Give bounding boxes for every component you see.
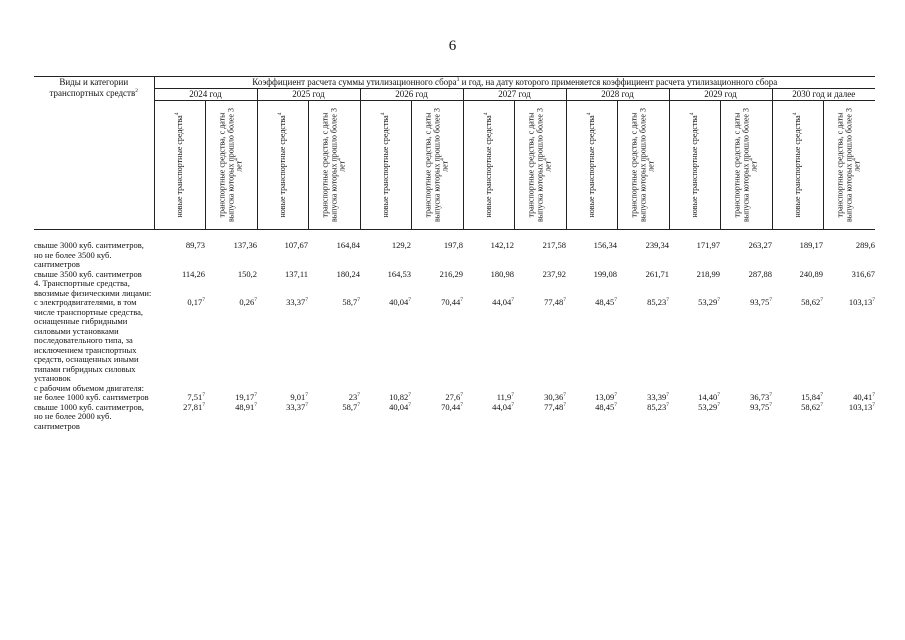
coefficient-footnote: 7: [666, 392, 669, 399]
coefficient-cell: [308, 230, 360, 270]
coefficient-value: 33,37: [286, 401, 306, 412]
coefficient-cell: [669, 270, 720, 280]
subheader-text: [630, 106, 656, 224]
coefficient-value: 217,58: [542, 240, 566, 250]
subheader-text: [690, 106, 699, 224]
subheader-new-vehicles: [566, 101, 617, 230]
coefficient-footnote: 7: [460, 392, 463, 399]
coefficient-value: 156,34: [593, 240, 617, 250]
coefficient-value: 13,09: [595, 392, 615, 402]
coefficient-cell: [308, 298, 360, 384]
coefficient-value: 53,29: [698, 401, 718, 412]
coefficient-cell: [669, 403, 720, 432]
coefficient-cell: [772, 403, 823, 432]
stub-header-footnote: 2: [135, 88, 138, 94]
coefficient-cell: [823, 298, 875, 384]
coefficient-value: 263,27: [748, 240, 772, 250]
subheader-new-vehicles: [154, 101, 205, 230]
coefficient-value: 40,04: [389, 401, 409, 412]
subheader-new-vehicles: [669, 101, 720, 230]
coefficient-table: [34, 76, 875, 431]
subheader-new-vehicles: [463, 101, 514, 230]
table-row: [34, 298, 875, 384]
year-header: 2030 год и далее: [772, 89, 875, 101]
subheader-old-vehicles: [205, 101, 257, 230]
coefficient-value: 10,82: [389, 392, 409, 402]
coefficient-value: 142,12: [490, 240, 514, 250]
row-label: с электродвигателями, в том числе транспортные средства, оснащенные гибридными силовыми установками последовательного типа, за исключением транспортных средств, оснащенных иными типами гибридных силовых установок: [34, 297, 144, 383]
coefficient-value: 70,44: [441, 401, 461, 412]
coefficient-value: 199,08: [593, 268, 617, 279]
coefficient-cell: [257, 298, 308, 384]
coefficient-cell: [360, 403, 411, 432]
coefficient-cell: [463, 270, 514, 280]
subheader-text: [278, 106, 287, 224]
subheader-row: [34, 101, 875, 230]
coefficient-value: 30,36: [544, 392, 564, 402]
coefficient-cell: [463, 403, 514, 432]
coefficient-value: 7,51: [187, 392, 203, 402]
coefficient-value: 237,92: [542, 268, 566, 279]
coefficient-cell: [514, 270, 566, 280]
subheader-footnote: 4: [791, 112, 798, 116]
coefficient-cell: [360, 230, 411, 270]
coefficient-value: 129,2: [391, 240, 411, 250]
coefficient-cell: [823, 270, 875, 280]
coefficient-footnote: 7: [717, 401, 720, 408]
coefficient-cell: [257, 230, 308, 270]
subheader-new-vehicles: [772, 101, 823, 230]
coefficient-cell: [308, 403, 360, 432]
coefficient-value: 58,62: [801, 401, 821, 412]
subheader-label: транспортные средства, с даты выпуска которых прошло более 3 лет: [526, 108, 553, 222]
coefficient-footnote: 7: [614, 297, 617, 304]
coefficient-footnote: 7: [408, 401, 411, 408]
coefficient-value: 77,48: [544, 297, 564, 307]
coefficient-footnote: 7: [872, 392, 876, 399]
coefficient-value: 0,17: [187, 297, 203, 307]
coefficient-cell: [463, 298, 514, 384]
coefficient-cell: [154, 403, 205, 432]
coefficient-footnote: 7: [820, 401, 823, 408]
subheader-footnote: 4: [482, 112, 489, 116]
subheader-old-vehicles: [411, 101, 463, 230]
coefficient-footnote: 7: [666, 401, 669, 408]
coefficient-value: 85,23: [647, 297, 667, 307]
subheader-label: транспортные средства, с даты выпуска которых прошло более 3 лет: [629, 108, 656, 222]
coefficient-value: 36,73: [750, 392, 770, 402]
coefficient-value: 137,36: [233, 240, 257, 250]
coefficient-footnote: 7: [717, 297, 720, 304]
coefficient-value: 0,26: [239, 297, 255, 307]
subheader-text: [527, 106, 553, 224]
coefficient-cell: [205, 270, 257, 280]
coefficient-footnote: 7: [202, 401, 205, 408]
subheader-footnote: 4: [276, 112, 283, 116]
subheader-label: транспортные средства, с даты выпуска которых прошло более 3 лет: [217, 108, 244, 222]
coefficient-footnote: 7: [305, 392, 308, 399]
coefficient-footnote: 7: [202, 297, 205, 304]
subheader-text: [484, 106, 493, 224]
coefficient-cell: [566, 230, 617, 270]
coefficient-cell: [617, 298, 669, 384]
coefficient-value: 53,29: [698, 297, 718, 307]
year-header: 2024 год: [154, 89, 257, 101]
coefficient-value: 48,45: [595, 297, 615, 307]
coefficient-footnote: 7: [769, 297, 772, 304]
coefficient-value: 93,75: [750, 401, 770, 412]
subheader-text: [175, 106, 184, 224]
coefficient-footnote: 7: [254, 401, 257, 408]
coefficient-value: 27,6: [445, 392, 461, 402]
coefficient-footnote: 7: [511, 401, 514, 408]
coefficient-value: 171,97: [696, 240, 720, 250]
coefficient-cell: [411, 298, 463, 384]
year-header: 2025 год: [257, 89, 360, 101]
year-header: 2028 год: [566, 89, 669, 101]
subheader-label: транспортные средства, с даты выпуска которых прошло более 3 лет: [835, 108, 862, 222]
coefficient-value: 85,23: [647, 401, 667, 412]
coefficient-cell: [360, 298, 411, 384]
coefficient-cell: [617, 270, 669, 280]
subheader-label: транспортные средства, с даты выпуска которых прошло более 3 лет: [732, 108, 759, 222]
coefficient-value: 58,7: [342, 297, 358, 307]
coefficient-value: 261,71: [645, 268, 669, 279]
row-label: свыше 3000 куб. сантиметров, но не более 3500 куб. сантиметров: [34, 240, 144, 269]
subheader-footnote: 4: [688, 112, 695, 116]
coefficient-footnote: 7: [872, 297, 876, 304]
coefficient-value: 107,67: [284, 240, 308, 250]
coefficient-footnote: 7: [511, 392, 514, 399]
coefficient-cell: [617, 403, 669, 432]
year-header: 2029 год: [669, 89, 772, 101]
table-row: [34, 230, 875, 270]
coefficient-footnote: 7: [305, 297, 308, 304]
subheader-footnote: 4: [233, 158, 240, 161]
coefficient-value: 164,84: [336, 240, 360, 250]
coefficient-footnote: 7: [872, 401, 876, 408]
coefficient-footnote: 7: [563, 401, 566, 408]
coefficient-cell: [772, 298, 823, 384]
coefficient-cell: [411, 403, 463, 432]
coefficient-footnote: 7: [820, 392, 823, 399]
coefficient-cell: [154, 270, 205, 280]
coefficient-footnote: 7: [254, 297, 257, 304]
coefficient-cell: [360, 270, 411, 280]
coefficient-footnote: 7: [769, 401, 772, 408]
coefficient-cell: [566, 403, 617, 432]
empty-cells: [154, 279, 875, 298]
coefficient-cell: [566, 298, 617, 384]
subheader-text: [587, 106, 596, 224]
table-row: [34, 270, 875, 280]
subheader-text: [733, 106, 759, 224]
coefficient-footnote: 7: [254, 392, 257, 399]
coefficient-value: 150,2: [237, 268, 257, 279]
coefficient-value: 164,53: [387, 268, 411, 279]
subheader-text: [837, 106, 863, 224]
coefficient-value: 287,88: [748, 268, 772, 279]
coefficient-cell: [308, 270, 360, 280]
subheader-footnote: 4: [439, 158, 446, 161]
coefficient-value: 58,62: [801, 297, 821, 307]
coefficient-value: 44,04: [492, 401, 512, 412]
table-title-footnote: 3: [456, 77, 460, 83]
table-title-text: Коэффициент расчета суммы утилизационного сбора: [252, 77, 457, 87]
coefficient-footnote: 7: [717, 392, 720, 399]
coefficient-footnote: 7: [563, 392, 566, 399]
subheader-old-vehicles: [823, 101, 875, 230]
table-title-rest: и год, на дату которого применяется коэффициент расчета утилизационного сбора: [459, 77, 778, 87]
coefficient-cell: [257, 270, 308, 280]
coefficient-value: 137,11: [284, 268, 308, 279]
subheader-label: новые транспортные средства: [277, 115, 287, 218]
subheader-label: новые транспортные средства: [586, 115, 596, 218]
subheader-label: новые транспортные средства: [174, 115, 184, 218]
coefficient-value: 27,81: [183, 401, 203, 412]
coefficient-footnote: 7: [357, 401, 360, 408]
coefficient-value: 89,73: [185, 240, 205, 250]
coefficient-cell: [617, 230, 669, 270]
subheader-label: новые транспортные средства: [792, 115, 802, 218]
coefficient-value: 77,48: [544, 401, 564, 412]
coefficient-cell: [205, 230, 257, 270]
coefficient-footnote: 7: [357, 297, 360, 304]
subheader-text: [424, 106, 450, 224]
subheader-text: [381, 106, 390, 224]
coefficient-cell: [463, 230, 514, 270]
table-body: [34, 230, 875, 432]
subheader-footnote: 4: [379, 112, 386, 116]
subheader-footnote: 4: [585, 112, 592, 116]
coefficient-value: 14,40: [698, 392, 718, 402]
coefficient-value: 114,26: [181, 268, 205, 279]
coefficient-cell: [514, 403, 566, 432]
coefficient-cell: [720, 298, 772, 384]
year-header: 2027 год: [463, 89, 566, 101]
coefficient-value: 48,45: [595, 401, 615, 412]
coefficient-cell: [720, 403, 772, 432]
coefficient-cell: [411, 230, 463, 270]
subheader-old-vehicles: [617, 101, 669, 230]
coefficient-cell: [154, 230, 205, 270]
row-label: с рабочим объемом двигателя:: [34, 382, 145, 393]
page-number: 6: [448, 38, 457, 54]
coefficient-footnote: 7: [563, 297, 566, 304]
coefficient-cell: [154, 298, 205, 384]
coefficient-cell: [823, 230, 875, 270]
coefficient-value: 70,44: [441, 297, 461, 307]
stub-header-text: Виды и категории транспортных средств: [49, 77, 136, 98]
table-row: [34, 279, 875, 298]
row-label: свыше 3500 куб. сантиметров: [34, 268, 142, 279]
coefficient-value: 93,75: [750, 297, 770, 307]
coefficient-cell: [669, 230, 720, 270]
coefficient-cell: [566, 270, 617, 280]
subheader-text: [321, 106, 347, 224]
subheader-text: [793, 106, 802, 224]
coefficient-footnote: 7: [357, 392, 360, 399]
coefficient-footnote: 7: [614, 392, 617, 399]
coefficient-value: 19,17: [235, 392, 255, 402]
coefficient-footnote: 7: [820, 297, 823, 304]
subheader-old-vehicles: [514, 101, 566, 230]
table-title: [154, 77, 875, 89]
subheader-footnote: 4: [748, 158, 755, 161]
subheader-footnote: 4: [542, 158, 549, 161]
coefficient-cell: [772, 270, 823, 280]
coefficient-value: 40,04: [389, 297, 409, 307]
coefficient-cell: [720, 270, 772, 280]
subheader-old-vehicles: [720, 101, 772, 230]
subheader-old-vehicles: [308, 101, 360, 230]
coefficient-footnote: 7: [460, 297, 463, 304]
coefficient-value: 9,01: [290, 392, 306, 402]
coefficient-cell: [514, 298, 566, 384]
coefficient-footnote: 7: [769, 392, 772, 399]
coefficient-footnote: 7: [511, 297, 514, 304]
coefficient-cell: [257, 403, 308, 432]
coefficient-value: 48,91: [235, 401, 255, 412]
stub-header: [34, 77, 154, 230]
coefficient-value: 103,13: [848, 401, 873, 412]
coefficient-cell: [205, 403, 257, 432]
subheader-footnote: 4: [645, 158, 652, 161]
coefficient-value: 316,67: [851, 268, 876, 279]
coefficient-value: 23: [348, 392, 358, 402]
coefficient-value: 44,04: [492, 297, 512, 307]
coefficient-value: 197,8: [443, 240, 463, 250]
coefficient-cell: [514, 230, 566, 270]
coefficient-footnote: 7: [202, 392, 205, 399]
coefficient-footnote: 7: [666, 297, 669, 304]
coefficient-value: 240,89: [799, 268, 823, 279]
subheader-label: новые транспортные средства: [689, 115, 699, 218]
table-row: [34, 403, 875, 432]
coefficient-value: 58,7: [342, 401, 358, 412]
row-label: свыше 1000 куб. сантиметров, но не более 2000 куб. сантиметров: [34, 401, 144, 431]
coefficient-cell: [772, 230, 823, 270]
subheader-text: [218, 106, 244, 224]
coefficient-footnote: 7: [305, 401, 308, 408]
subheader-label: новые транспортные средства: [380, 115, 390, 218]
coefficient-footnote: 7: [614, 401, 617, 408]
coefficient-cell: [720, 230, 772, 270]
year-header: 2026 год: [360, 89, 463, 101]
row-label: не более 1000 куб. сантиметров: [34, 392, 149, 402]
coefficient-value: 216,29: [439, 268, 463, 279]
coefficient-value: 180,98: [490, 268, 514, 279]
coefficient-value: 189,17: [799, 240, 823, 250]
subheader-new-vehicles: [257, 101, 308, 230]
subheader-label: транспортные средства, с даты выпуска которых прошло более 3 лет: [423, 108, 450, 222]
coefficient-value: 103,13: [848, 297, 873, 307]
row-label: 4. Транспортные средства, ввозимые физическими лицами:: [34, 278, 152, 298]
coefficient-cell: [669, 298, 720, 384]
coefficient-value: 15,84: [801, 392, 821, 402]
coefficient-footnote: 7: [408, 392, 411, 399]
coefficient-value: 218,99: [696, 268, 720, 279]
coefficient-value: 11,9: [496, 392, 512, 402]
coefficient-cell: [205, 298, 257, 384]
coefficient-value: 33,37: [286, 297, 306, 307]
coefficient-value: 40,41: [853, 392, 873, 402]
subheader-footnote: 4: [173, 112, 180, 116]
coefficient-value: 180,24: [336, 268, 360, 279]
subheader-label: транспортные средства, с даты выпуска которых прошло более 3 лет: [320, 108, 347, 222]
subheader-new-vehicles: [360, 101, 411, 230]
coefficient-cell: [411, 270, 463, 280]
coefficient-footnote: 7: [460, 401, 463, 408]
coefficient-value: 289,6: [855, 240, 876, 250]
coefficient-value: 239,34: [645, 240, 669, 250]
coefficient-footnote: 7: [408, 297, 411, 304]
subheader-label: новые транспортные средства: [483, 115, 493, 218]
subheader-footnote: 4: [336, 158, 343, 161]
subheader-footnote: 4: [851, 158, 858, 161]
coefficient-value: 33,39: [647, 392, 667, 402]
coefficient-cell: [823, 403, 875, 432]
